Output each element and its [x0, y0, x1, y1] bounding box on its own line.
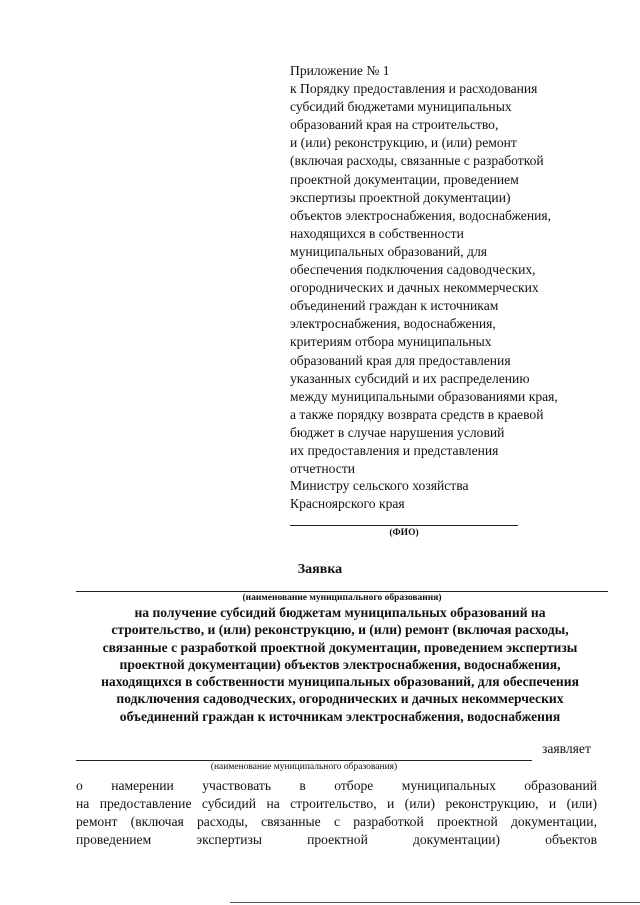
- subject-line: проектной документации) объектов электроснабжения, водоснабжения,: [119, 656, 561, 672]
- subject-line: на получение субсидий бюджетам муниципальных образований на: [134, 605, 546, 620]
- appendix-line: огороднических и дачных некоммерческих: [290, 280, 539, 296]
- appendix-line: и (или) реконструкцию, и (или) ремонт: [290, 135, 517, 151]
- appendix-line: образований края на строительство,: [290, 117, 499, 133]
- appendix-line: проектной документации, проведением: [290, 171, 519, 187]
- application-subject: [60, 604, 620, 725]
- body-line: ремонт (включая расходы, связанные с разработкой проектной документации,: [76, 814, 597, 829]
- appendix-line: отчетности: [290, 461, 356, 477]
- fio-blank-line: [290, 525, 518, 526]
- appendix-line: бюджет в случае нарушения условий: [290, 424, 505, 440]
- municipality-blank-line-1: [76, 591, 608, 592]
- appendix-line: к Порядку предоставления и расходования: [290, 81, 538, 97]
- subject-line: строительство, и (или) реконструкцию, и (или) ремонт (включая расходы,: [111, 622, 569, 638]
- addressee-block: [290, 477, 620, 513]
- body-line: на предоставление субсидий на строительство, и (или) реконструкцию, и (или): [76, 796, 597, 811]
- appendix-line: между муниципальными образованиями края,: [290, 388, 558, 404]
- appendix-line: муниципальных образований, для: [290, 243, 487, 259]
- subject-line: объединений граждан к источникам электроснабжения, водоснабжения: [119, 708, 561, 724]
- appendix-line: объединений граждан к источникам: [290, 298, 499, 314]
- municipality-blank-line-2: [76, 760, 532, 761]
- appendix-line: объектов электроснабжения, водоснабжения,: [290, 207, 552, 223]
- document-title: Заявка: [297, 562, 343, 577]
- appendix-line: субсидий бюджетами муниципальных: [290, 99, 512, 115]
- subject-line: связанные с разработкой проектной документации, проведением экспертизы: [102, 639, 578, 655]
- appendix-line: образований края для предоставления: [290, 352, 511, 368]
- appendix-line: электроснабжения, водоснабжения,: [290, 316, 496, 332]
- fio-caption: (ФИО): [389, 528, 419, 538]
- appendix-line: экспертизы проектной документации): [290, 189, 511, 205]
- body-paragraph: [76, 777, 597, 849]
- appendix-line: (включая расходы, связанные с разработкой: [290, 153, 544, 169]
- municipality-caption-2: (наименование муниципального образования): [210, 762, 398, 772]
- addressee-line-1: Министру сельского хозяйства: [290, 478, 469, 493]
- subject-line: подключения садоводческих, огороднических и дачных некоммерческих: [116, 691, 564, 707]
- appendix-line: находящихся в собственности: [290, 225, 464, 241]
- body-line: проведением экспертизы проектной документации) объектов: [76, 832, 597, 847]
- appendix-line: обеспечения подключения садоводческих,: [290, 262, 536, 278]
- body-line: о намерении участвовать в отборе муниципальных образований: [76, 778, 597, 793]
- municipality-caption-1: (наименование муниципального образования): [242, 593, 442, 603]
- declares-word: заявляет: [542, 741, 591, 756]
- addressee-line-2: Красноярского края: [290, 496, 405, 511]
- scan-edge-line: [230, 902, 640, 903]
- appendix-line: их предоставления и представления: [290, 442, 499, 458]
- appendix-header: [290, 62, 620, 478]
- appendix-line: Приложение № 1: [290, 63, 390, 78]
- appendix-line: а также порядку возврата средств в краевой: [290, 406, 544, 422]
- appendix-line: указанных субсидий и их распределению: [290, 370, 530, 386]
- subject-line: находящихся в собственности муниципальных образований, для обеспечения: [101, 674, 579, 690]
- appendix-line: критериям отбора муниципальных: [290, 334, 492, 350]
